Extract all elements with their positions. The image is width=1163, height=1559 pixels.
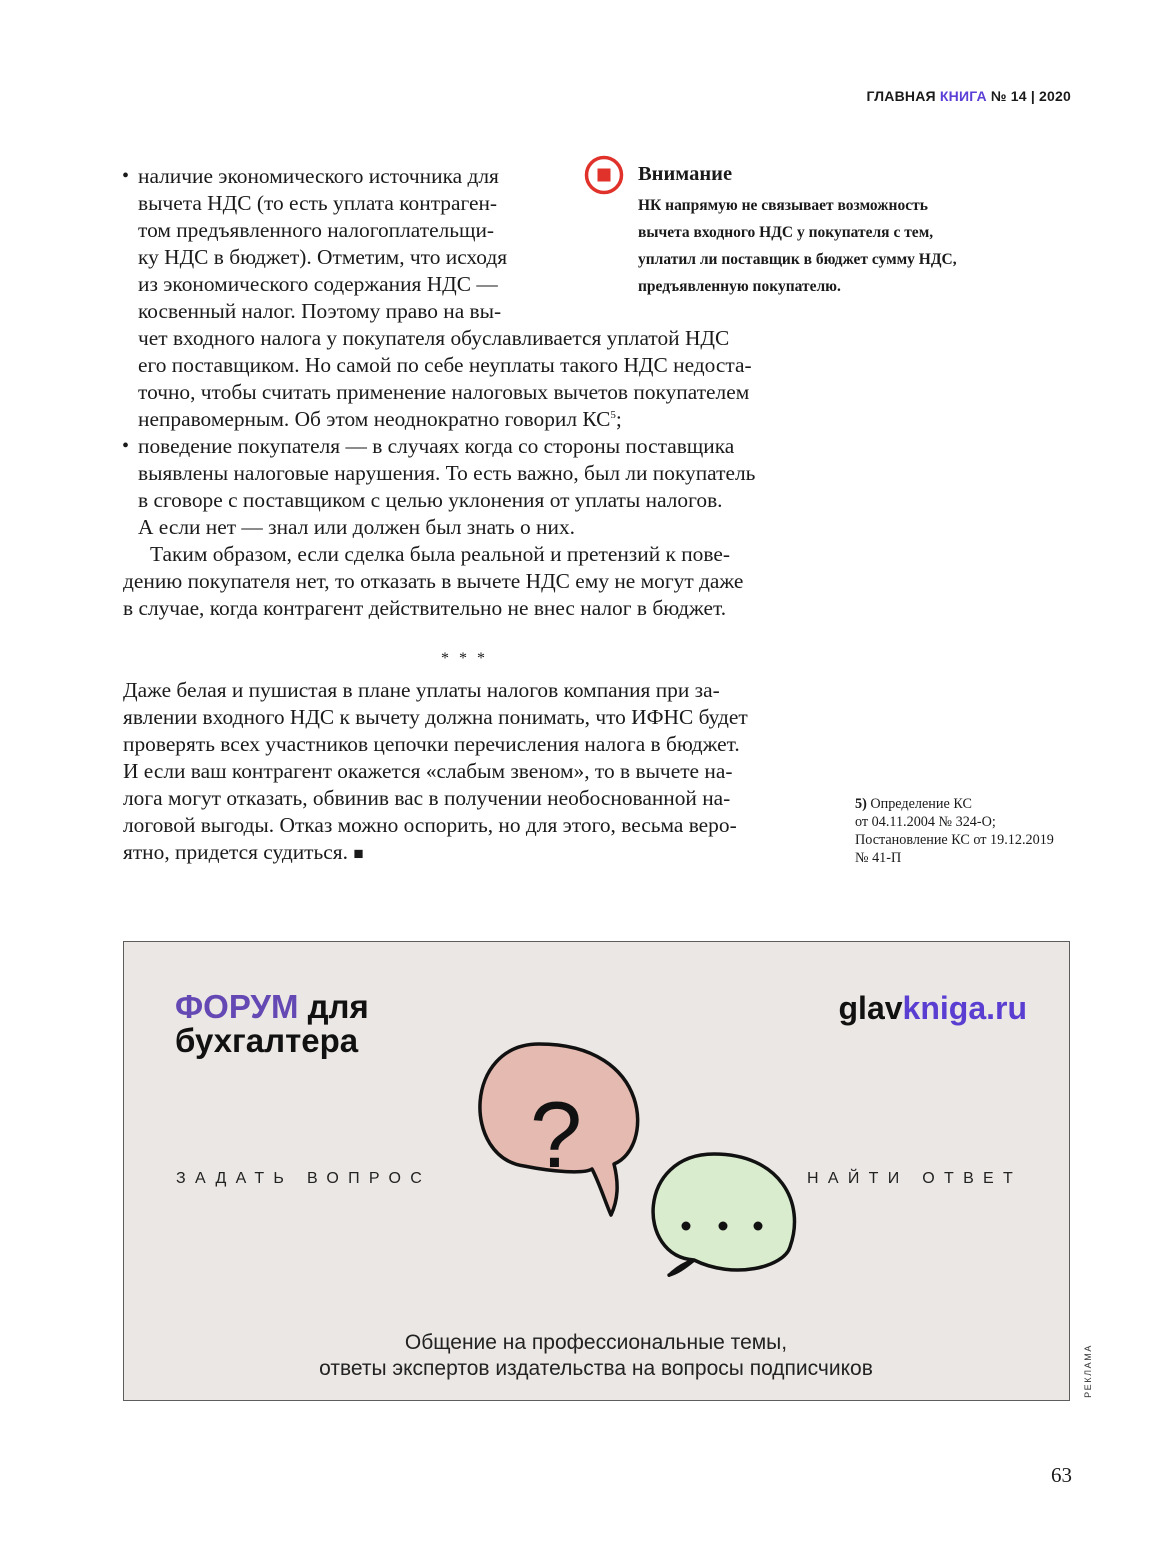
body-line: из экономического содержания НДС — (138, 272, 498, 296)
body-line: ку НДС в бюджет). Отметим, что исходя (138, 245, 508, 269)
forum-line2: бухгалтера (175, 1022, 359, 1059)
body-line: выявлены налоговые нарушения. То есть важно, был ли покупатель (138, 461, 756, 485)
forum-advertisement[interactable] (123, 941, 1070, 1401)
forum-rest: для (307, 988, 369, 1025)
body-line: явлении входного НДС к вычету должна понимать, что ИФНС будет (123, 705, 748, 729)
advertisement-label (1082, 1340, 1099, 1405)
body-line: дению покупателя нет, то отказать в вычете НДС ему не могут даже (123, 569, 744, 593)
body-line-end: ; (615, 407, 622, 431)
footnote-number: 5) (855, 796, 867, 812)
stop-icon (584, 155, 624, 195)
body-line: И если ваш контрагент окажется «слабым звеном», то в вычете на- (123, 759, 733, 783)
body-line-text: ятно, придется судиться. (123, 840, 348, 864)
header-brand-main: ГЛАВНАЯ (866, 88, 936, 104)
footnote-line (855, 795, 1054, 813)
question-mark: ? (529, 1082, 583, 1187)
attention-line: уплатил ли поставщик в бюджет сумму НДС, (638, 251, 957, 268)
body-line: чет входного налога у покупателя обуславливается уплатой НДС (138, 326, 730, 350)
attention-title: Внимание (638, 163, 733, 185)
body-line: лога могут отказать, обвинив вас в получении необоснованной на- (123, 786, 731, 810)
body-line-text: неправомерным. Об этом неоднократно говорил КС (138, 407, 611, 431)
body-line: косвенный налог. Поэтому право на вы- (138, 299, 502, 323)
footnote-text: Определение КС (870, 796, 972, 812)
end-mark-icon: ■ (353, 844, 364, 863)
section-separator: * * * (441, 650, 488, 667)
body-line (123, 839, 364, 867)
body-line: том предъявленного налогоплательщи- (138, 218, 495, 242)
body-line: вычета НДС (то есть уплата контраген- (138, 191, 498, 215)
body-line: в сговоре с поставщиком с целью уклонения от уплаты налогов. (138, 488, 723, 512)
body-line: А если нет — знал или должен был знать о них. (138, 515, 575, 539)
body-line: поведение покупателя — в случаях когда со стороны поставщика (138, 434, 735, 458)
footnote (855, 795, 1054, 867)
ask-question-label: ЗАДАТЬ ВОПРОС (176, 1170, 432, 1187)
body-line: точно, чтобы считать применение налоговых вычетов покупателем (138, 380, 750, 404)
forum-word: ФОРУМ (175, 988, 299, 1025)
header-issue: № 14 | 2020 (990, 88, 1071, 104)
bullet-marker: • (122, 165, 130, 187)
body-line: логовой выгоды. Отказ можно оспорить, но для этого, весьма веро- (123, 813, 737, 837)
attention-line: предъявленную покупателю. (638, 278, 841, 295)
body-line: его поставщиком. Но самой по себе неуплаты такого НДС недоста- (138, 353, 752, 377)
running-header (866, 88, 1071, 104)
body-line: Даже белая и пушистая в плане уплаты налогов компания при за- (123, 678, 720, 702)
header-brand-accent: КНИГА (939, 88, 987, 104)
ellipsis-dot (719, 1222, 728, 1231)
body-line: Таким образом, если сделка была реальной и претензий к пове- (150, 542, 730, 566)
find-answer-label: НАЙТИ ОТВЕТ (807, 1170, 1023, 1187)
ad-description-line: ответы экспертов издательства на вопросы подписчиков (319, 1357, 873, 1380)
advertisement-label-text: РЕКЛАМА (1082, 1344, 1093, 1398)
ellipsis-dot (682, 1222, 691, 1231)
bullet-marker: • (122, 435, 130, 457)
footnote-line: от 04.11.2004 № 324-О; (855, 814, 996, 830)
site-main: glav (838, 990, 903, 1026)
answer-bubble-icon (653, 1154, 794, 1275)
ad-description-line: Общение на профессиональные темы, (404, 1331, 788, 1354)
footnote-ref[interactable]: 5 (610, 408, 616, 421)
footnote-line: № 41-П (855, 850, 902, 866)
body-line: в случае, когда контрагент действительно не внес налог в бюджет. (123, 596, 727, 620)
body-line: проверять всех участников цепочки перечисления налога в бюджет. (123, 732, 740, 756)
body-line: наличие экономического источника для (138, 164, 499, 188)
attention-line: вычета входного НДС у покупателя с тем, (638, 224, 934, 241)
body-line (138, 406, 622, 433)
ellipsis-dot (754, 1222, 763, 1231)
page-number: 63 (1051, 1463, 1072, 1487)
footnote-line: Постановление КС от 19.12.2019 (855, 832, 1054, 848)
attention-line: НК напрямую не связывает возможность (638, 197, 928, 214)
site-accent: kniga.ru (902, 990, 1027, 1026)
